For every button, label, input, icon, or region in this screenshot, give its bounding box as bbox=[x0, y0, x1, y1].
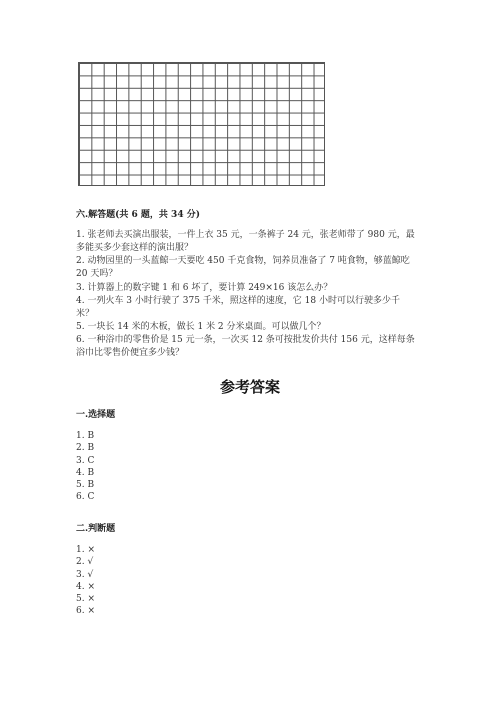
answers-part2-list bbox=[76, 544, 95, 618]
question-4: 4. 一列火车 3 小时行驶了 375 千米，照这样的速度，它 18 小时可以行驶多少千米？ bbox=[76, 296, 400, 319]
question-1: 1. 张老师去买演出服装，一件上衣 35 元，一条裤子 24 元，张老师带了 980 元，最多能买多少套这样的演出服？ bbox=[76, 230, 415, 253]
answers-part2-title: 二.判断题 bbox=[76, 524, 116, 534]
question-5: 5. 一块长 14 米的木板，做长 1 米 2 分米桌面。可以做几个？ bbox=[76, 322, 326, 332]
answers-part1-list bbox=[76, 430, 94, 504]
answers-title: 参考答案 bbox=[219, 378, 280, 396]
list-item: 1. B bbox=[76, 431, 95, 441]
list-item: 4. × bbox=[76, 581, 95, 592]
list-item: 6. C bbox=[76, 492, 95, 503]
list-item: 1. × bbox=[76, 545, 95, 555]
answers-part1-title: 一.选择题 bbox=[76, 410, 116, 420]
list-item: 5. × bbox=[76, 594, 95, 605]
question-2: 2. 动物园里的一头蓝鲸一天要吃 450 千克食物，饲养员准备了 7 吨食物，够蓝鲸吃 20 天吗？ bbox=[76, 256, 410, 279]
question-3: 3. 计算器上的数字键 1 和 6 坏了，要计算 249×16 该怎么办？ bbox=[76, 283, 333, 293]
list-item: 6. × bbox=[76, 606, 95, 617]
list-item: 5. B bbox=[76, 480, 95, 491]
list-item: 2. B bbox=[76, 443, 95, 454]
list-item: 3. C bbox=[76, 455, 95, 466]
list-item: 2. √ bbox=[76, 557, 94, 568]
list-item: 3. √ bbox=[76, 569, 94, 580]
question-6: 6. 一种浴巾的零售价是 15 元一条，一次买 12 条可按批发价共付 156 元，这样每条浴巾比零售价便宜多少钱？ bbox=[76, 335, 415, 358]
list-item: 4. B bbox=[76, 467, 95, 478]
section-title: 六.解答题(共 6 题，共 34 分) bbox=[76, 210, 200, 220]
answer-grid bbox=[78, 62, 325, 186]
